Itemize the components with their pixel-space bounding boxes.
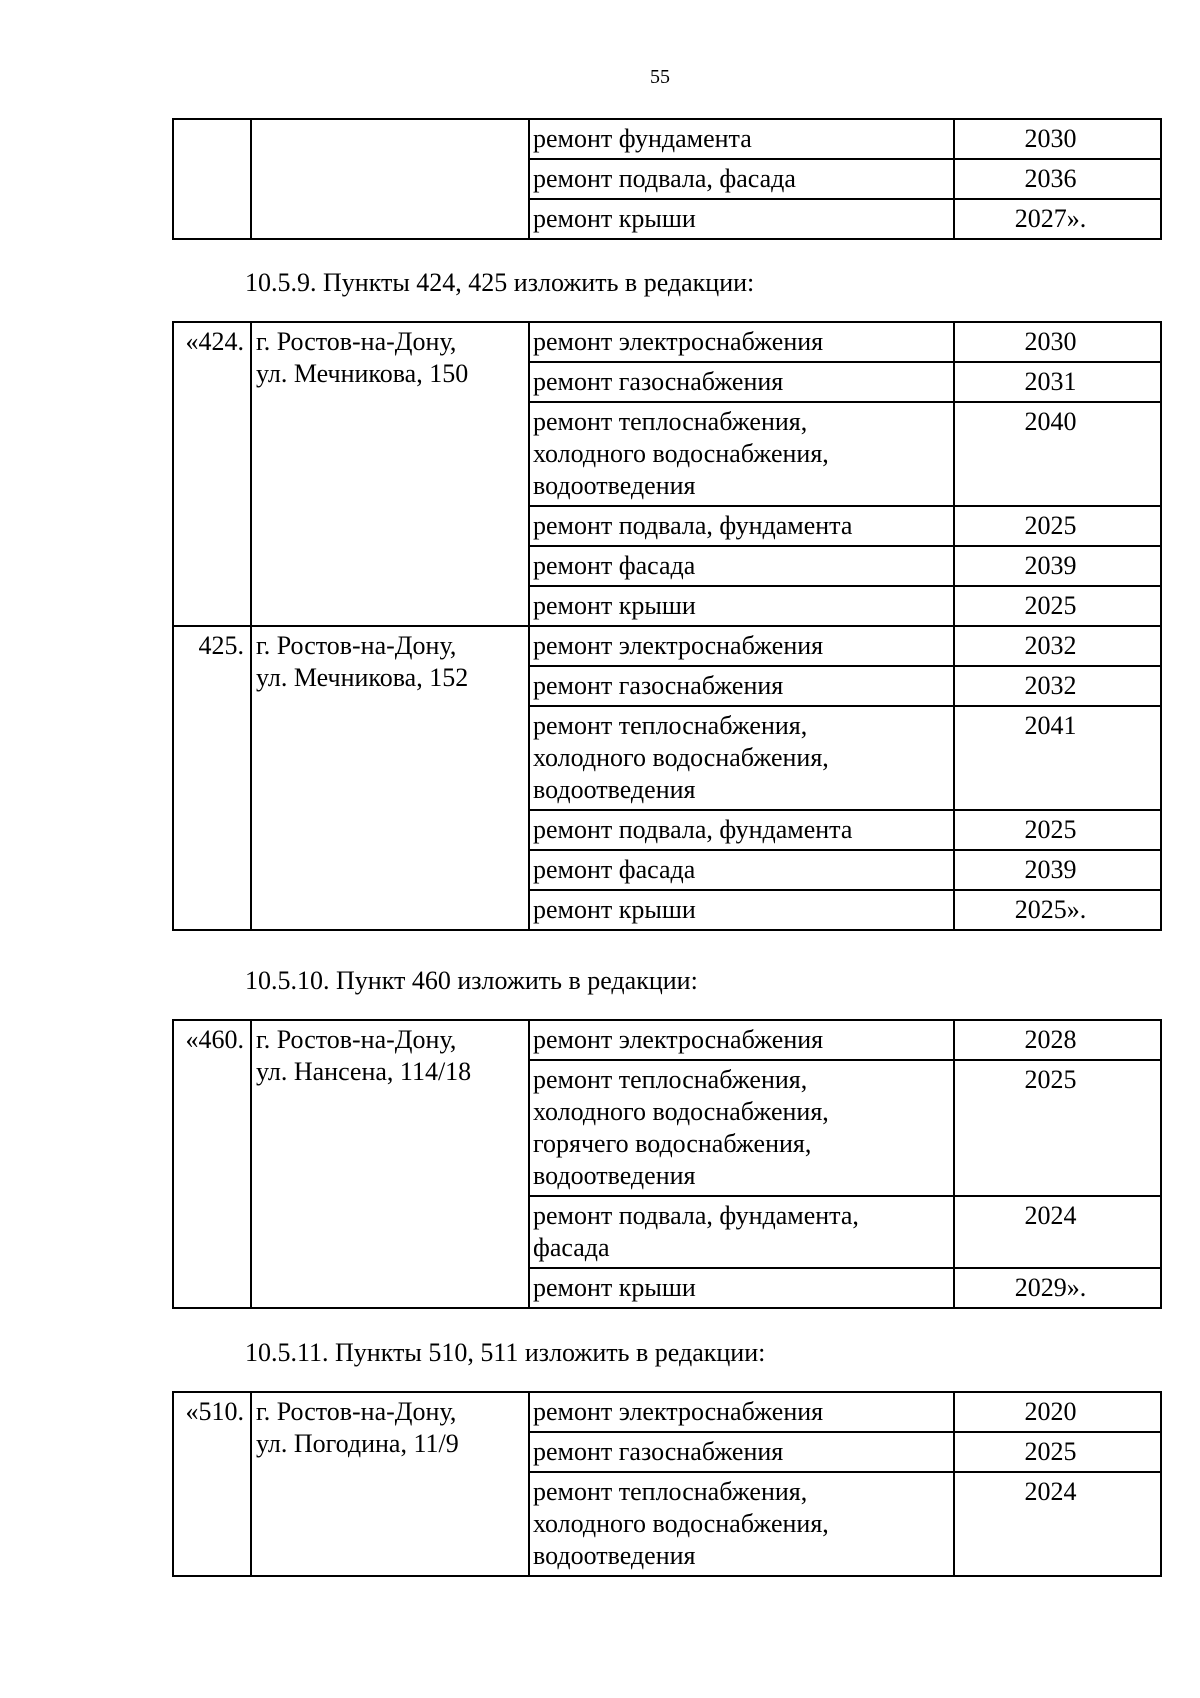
table-row xyxy=(173,1020,1161,1060)
text-line: фасада xyxy=(533,1233,610,1262)
text-line: горячего водоснабжения, xyxy=(533,1129,812,1158)
work-type-cell xyxy=(529,362,954,402)
register-table xyxy=(172,1391,1162,1577)
text-line: ремонт электроснабжения xyxy=(533,1025,824,1054)
text-line: ремонт фасада xyxy=(533,855,696,884)
year-cell: 2032 xyxy=(954,666,1161,706)
text-line: г. Ростов-на-Дону, xyxy=(256,1397,457,1426)
item-number xyxy=(173,119,251,239)
text-line: ремонт подвала, фундамента xyxy=(533,511,853,540)
year-cell: 2028 xyxy=(954,1020,1161,1060)
text-line: ремонт электроснабжения xyxy=(533,631,824,660)
work-type-cell xyxy=(529,626,954,666)
work-type-cell xyxy=(529,1196,954,1268)
work-type-cell xyxy=(529,706,954,810)
text-line: холодного водоснабжения, xyxy=(533,743,829,772)
year-cell: 2025 xyxy=(954,810,1161,850)
section-heading: 10.5.10. Пункт 460 изложить в редакции: xyxy=(245,966,698,995)
year-cell: 2031 xyxy=(954,362,1161,402)
text-line: ремонт подвала, фасада xyxy=(533,164,796,193)
year-cell: 2025 xyxy=(954,586,1161,626)
text-line: холодного водоснабжения, xyxy=(533,1097,829,1126)
year-cell: 2029». xyxy=(954,1268,1161,1308)
year-cell: 2039 xyxy=(954,850,1161,890)
year-cell: 2036 xyxy=(954,159,1161,199)
year-cell: 2041 xyxy=(954,706,1161,810)
year-cell: 2024 xyxy=(954,1196,1161,1268)
work-type-cell xyxy=(529,506,954,546)
text-line: ремонт крыши xyxy=(533,1273,696,1302)
work-type-cell xyxy=(529,402,954,506)
text-line: ремонт теплоснабжения, xyxy=(533,407,808,436)
page-number: 55 xyxy=(650,66,670,88)
year-cell: 2025». xyxy=(954,890,1161,930)
table-row xyxy=(173,1392,1161,1432)
work-type-cell xyxy=(529,199,954,239)
table-row xyxy=(173,119,1161,159)
text-line: ремонт фундамента xyxy=(533,124,752,153)
work-type-cell xyxy=(529,1472,954,1576)
register-table xyxy=(172,321,1162,931)
work-type-cell xyxy=(529,1060,954,1196)
work-type-cell xyxy=(529,119,954,159)
text-line: ремонт теплоснабжения, xyxy=(533,1065,808,1094)
text-line: водоотведения xyxy=(533,471,696,500)
text-line: ремонт газоснабжения xyxy=(533,367,784,396)
work-type-cell xyxy=(529,1020,954,1060)
year-cell: 2020 xyxy=(954,1392,1161,1432)
register-table xyxy=(172,1019,1162,1309)
year-cell: 2030 xyxy=(954,322,1161,362)
text-line: ремонт электроснабжения xyxy=(533,327,824,356)
table-row xyxy=(173,626,1161,666)
text-line: водоотведения xyxy=(533,1541,696,1570)
item-number: «424. xyxy=(173,322,251,626)
text-line: г. Ростов-на-Дону, xyxy=(256,327,457,356)
text-line: ремонт крыши xyxy=(533,591,696,620)
text-line: ремонт теплоснабжения, xyxy=(533,711,808,740)
address-cell xyxy=(251,626,529,930)
text-line: водоотведения xyxy=(533,1161,696,1190)
address-cell xyxy=(251,1392,529,1576)
work-type-cell xyxy=(529,1268,954,1308)
work-type-cell xyxy=(529,666,954,706)
work-type-cell xyxy=(529,810,954,850)
year-cell: 2025 xyxy=(954,1060,1161,1196)
work-type-cell xyxy=(529,1432,954,1472)
text-line: ремонт газоснабжения xyxy=(533,1437,784,1466)
text-line: ремонт подвала, фундамента xyxy=(533,815,853,844)
year-cell: 2039 xyxy=(954,546,1161,586)
text-line: ремонт теплоснабжения, xyxy=(533,1477,808,1506)
address-cell xyxy=(251,119,529,239)
register-table xyxy=(172,118,1162,240)
text-line: водоотведения xyxy=(533,775,696,804)
section-heading: 10.5.9. Пункты 424, 425 изложить в редакции: xyxy=(245,268,755,297)
year-cell: 2025 xyxy=(954,506,1161,546)
work-type-cell xyxy=(529,850,954,890)
text-line: ремонт фасада xyxy=(533,551,696,580)
text-line: г. Ростов-на-Дону, xyxy=(256,1025,457,1054)
text-line: г. Ростов-на-Дону, xyxy=(256,631,457,660)
text-line: холодного водоснабжения, xyxy=(533,439,829,468)
work-type-cell xyxy=(529,586,954,626)
address-cell xyxy=(251,1020,529,1308)
text-line: ул. Мечникова, 152 xyxy=(256,663,469,692)
text-line: холодного водоснабжения, xyxy=(533,1509,829,1538)
work-type-cell xyxy=(529,546,954,586)
year-cell: 2040 xyxy=(954,402,1161,506)
item-number: 425. xyxy=(173,626,251,930)
work-type-cell xyxy=(529,890,954,930)
work-type-cell xyxy=(529,159,954,199)
text-line: ремонт подвала, фундамента, xyxy=(533,1201,859,1230)
text-line: ул. Нансена, 114/18 xyxy=(256,1057,472,1086)
text-line: ремонт крыши xyxy=(533,895,696,924)
table-row xyxy=(173,322,1161,362)
year-cell: 2030 xyxy=(954,119,1161,159)
item-number: «510. xyxy=(173,1392,251,1576)
section-heading: 10.5.11. Пункты 510, 511 изложить в редакции: xyxy=(245,1338,766,1367)
year-cell: 2027». xyxy=(954,199,1161,239)
year-cell: 2025 xyxy=(954,1432,1161,1472)
address-cell xyxy=(251,322,529,626)
work-type-cell xyxy=(529,322,954,362)
year-cell: 2024 xyxy=(954,1472,1161,1576)
text-line: ремонт крыши xyxy=(533,204,696,233)
item-number: «460. xyxy=(173,1020,251,1308)
text-line: ремонт газоснабжения xyxy=(533,671,784,700)
year-cell: 2032 xyxy=(954,626,1161,666)
work-type-cell xyxy=(529,1392,954,1432)
text-line: ул. Погодина, 11/9 xyxy=(256,1429,459,1458)
text-line: ремонт электроснабжения xyxy=(533,1397,824,1426)
text-line: ул. Мечникова, 150 xyxy=(256,359,469,388)
